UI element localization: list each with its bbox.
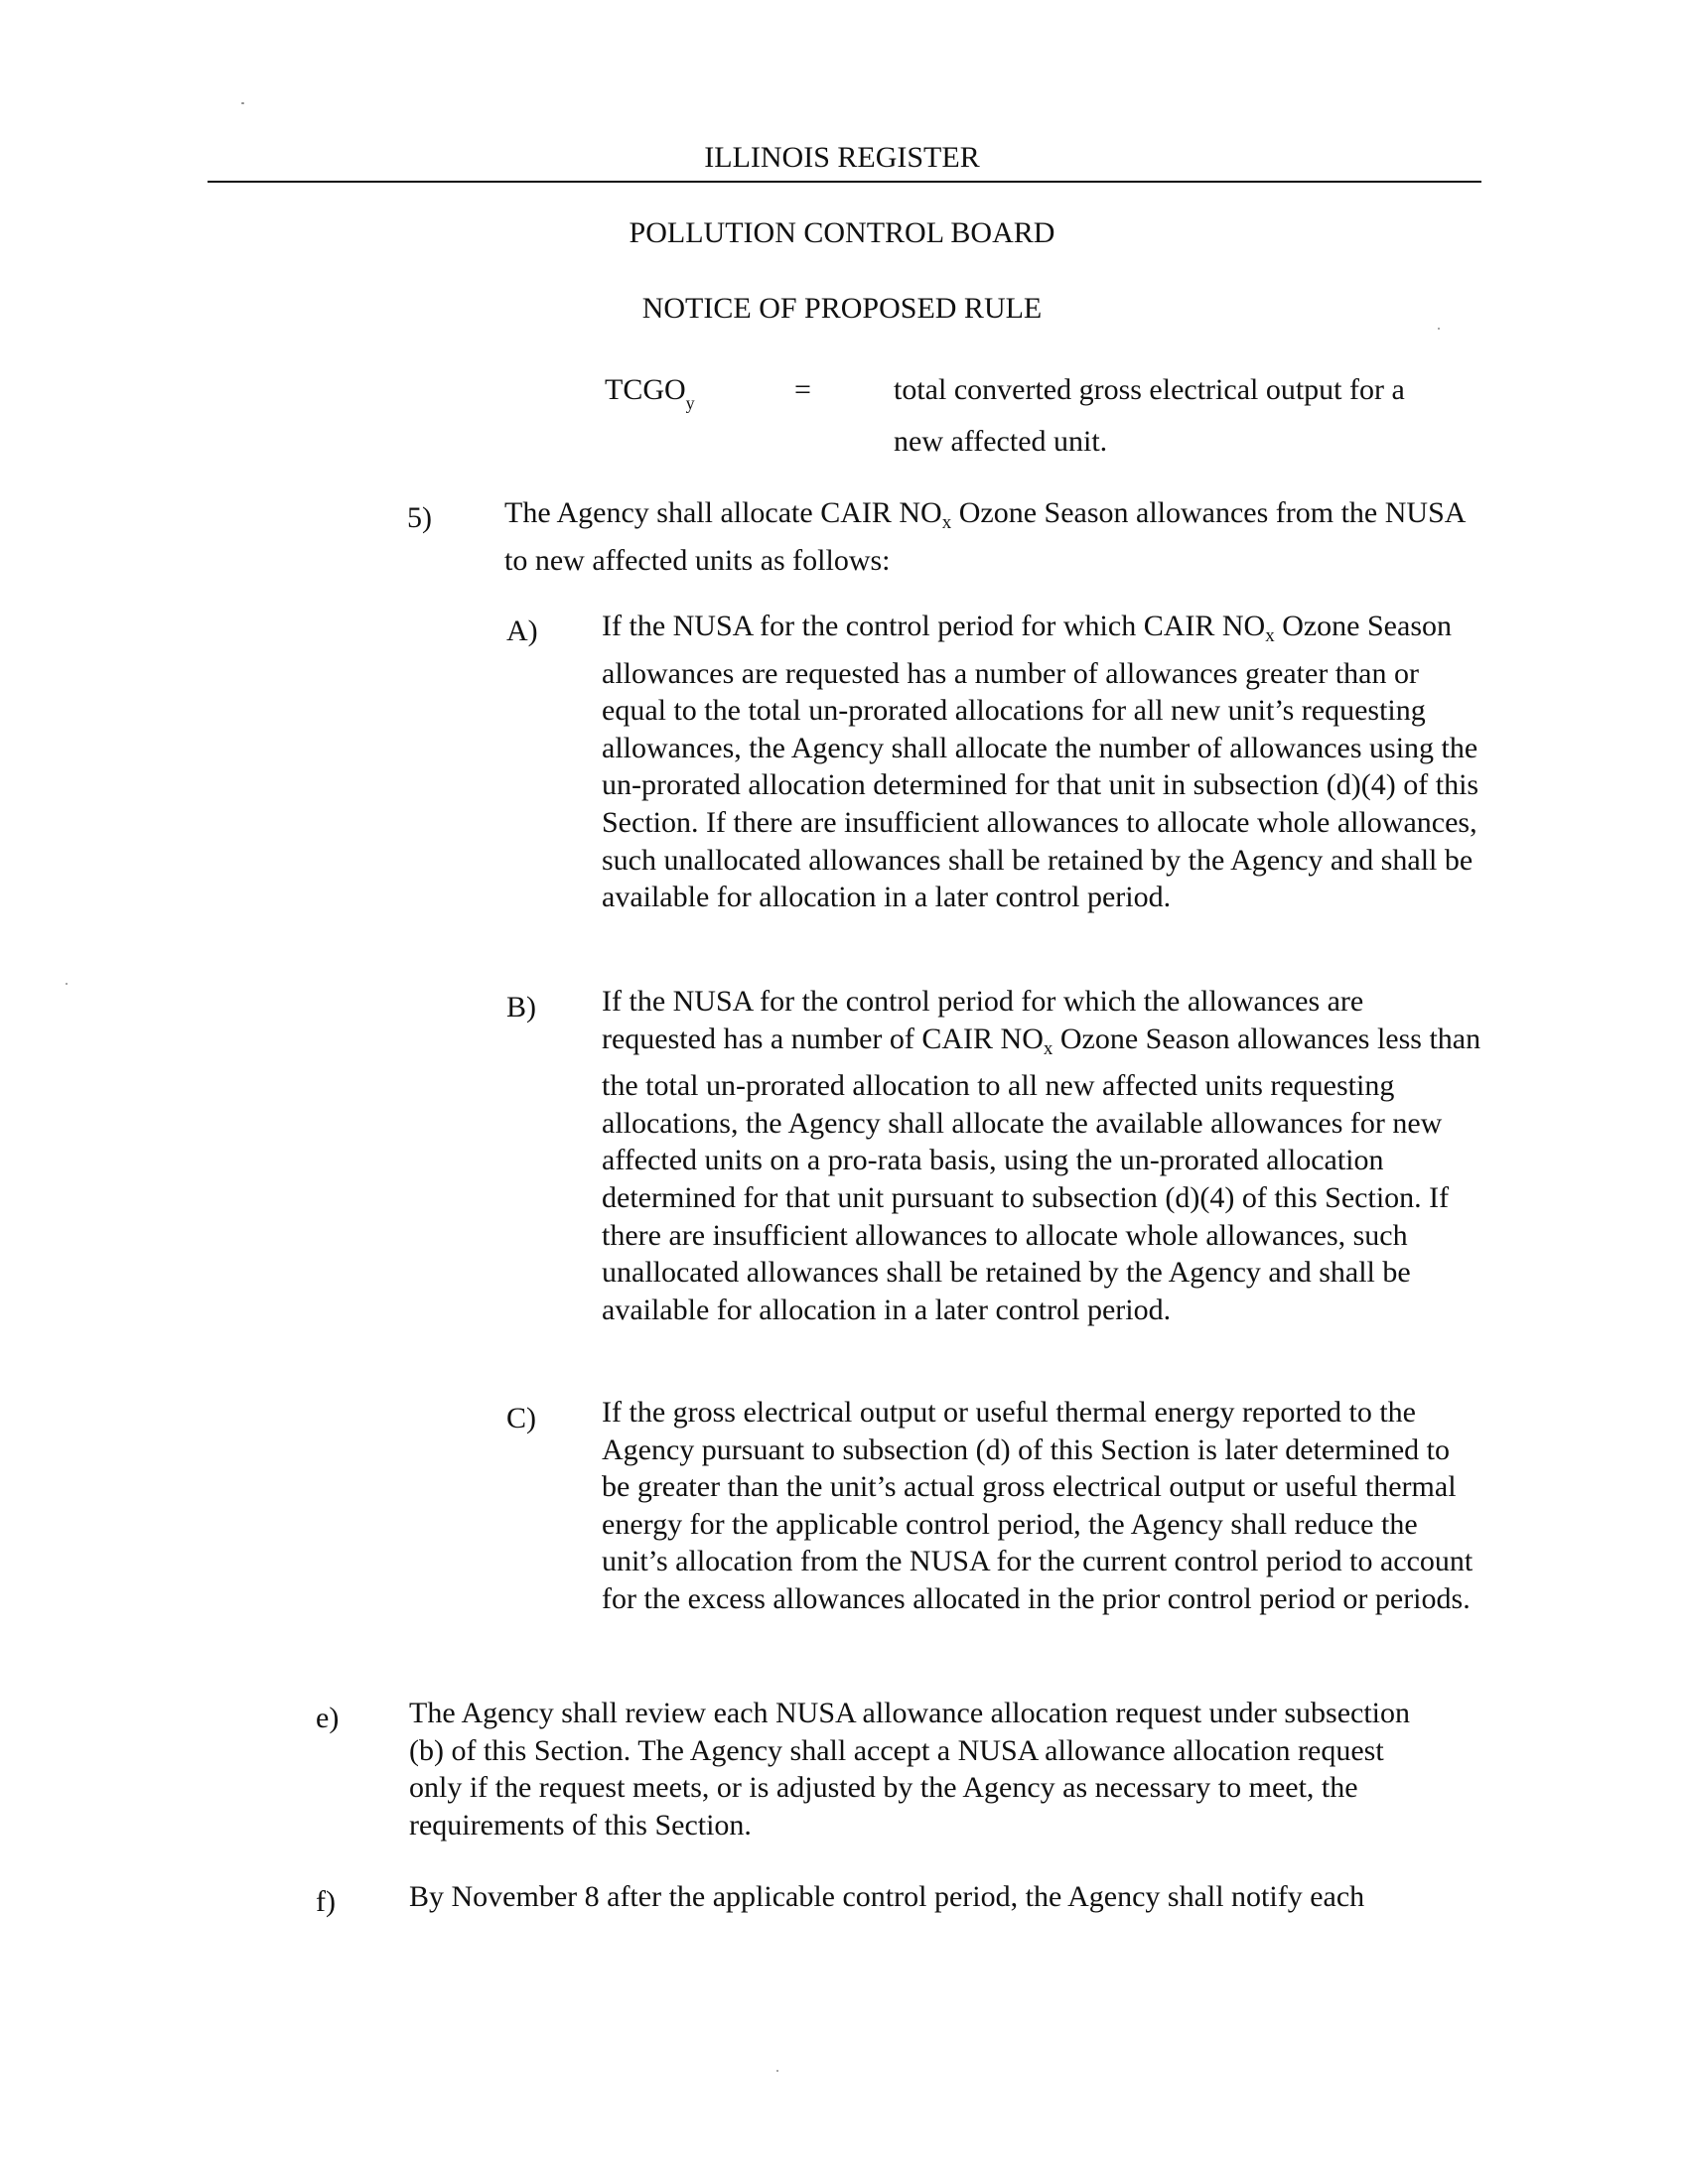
- scan-speck: [241, 102, 244, 104]
- board-title: POLLUTION CONTROL BOARD: [629, 216, 1055, 249]
- item-5-subscript: x: [941, 512, 952, 533]
- scan-speck: [66, 983, 68, 985]
- definition-text-line1: total converted gross electrical output for a: [894, 373, 1405, 406]
- item-c-label: C): [506, 1402, 536, 1434]
- item-a-subscript: x: [1265, 625, 1275, 646]
- definition-term: [605, 371, 695, 422]
- item-b-subscript: x: [1043, 1037, 1053, 1059]
- item-e-text: The Agency shall review each NUSA allowance allocation request under subsection (b) of this Section. The Agency shall accept a NUSA allowance allocation request only if the request meets, or is adjusted by the Agency as necessary to meet, the requirements of this Section.: [409, 1697, 1411, 1842]
- definition-text-line2: new affected unit.: [894, 425, 1108, 458]
- item-a-text: [602, 608, 1483, 916]
- notice-title: NOTICE OF PROPOSED RULE: [641, 292, 1043, 325]
- item-5-label: 5): [407, 501, 432, 534]
- scan-speck: [1438, 328, 1440, 330]
- definition-term-subscript: y: [685, 393, 695, 413]
- item-f-text: By November 8 after the applicable control period, the Agency shall notify each: [409, 1880, 1365, 1913]
- item-b-label: B): [506, 991, 536, 1024]
- item-5-text-post: Ozone Season allowances from the NUSA to new affected units as follows:: [504, 496, 1465, 577]
- scan-speck: [776, 2070, 778, 2072]
- item-5-text: [504, 494, 1482, 579]
- item-c-text: If the gross electrical output or useful thermal energy reported to the Agency pursuant to subsection (d) of this Section is later determined to be greater than the unit’s actual gross electrical output or useful thermal energy for the applicable control period, the Agency shall reduce the unit’s allocation from the NUSA for the current control period to account for the excess allowances allocated in the prior control period or periods.: [602, 1396, 1474, 1615]
- item-b-text-post: Ozone Season allowances less than the total un-prorated allocation to all new affected units requesting allocations, the Agency shall allocate the available allowances for new affected units on a pro-rata basis, using the un-prorated allocation determined for that unit pursuant to subsection (d)(4) of this Section. If there are insufficient allowances to allocate whole allowances, such unallocated allowances shall be retained by the Agency and shall be available for allocation in a later control period.: [602, 1022, 1481, 1326]
- item-b-text: [602, 983, 1483, 1328]
- definition-text: [894, 364, 1489, 468]
- definition-term-text: TCGO: [605, 373, 686, 406]
- item-a-label: A): [506, 614, 538, 647]
- item-a-text-post: Ozone Season allowances are requested has a number of allowances greater than or equal to the total un-prorated allocations for all new unit’s requesting allowances, the Agency shall allocate the number of allowances using the un-prorated allocation determined for that unit in subsection (d)(4) of this Section. If there are insufficient allowances to allocate whole allowances, such unallocated allowances shall be retained by the Agency and shall be available for allocation in a later control period.: [602, 610, 1479, 914]
- item-b-text-pre: If the NUSA for the control period for which the allowances are requested has a number of CAIR NO: [602, 985, 1364, 1055]
- item-5-text-pre: The Agency shall allocate CAIR NO: [504, 496, 942, 529]
- definition-equals: =: [794, 373, 811, 406]
- header-rule: [208, 181, 1481, 183]
- item-f-label: f): [316, 1885, 336, 1918]
- item-a-text-pre: If the NUSA for the control period for which CAIR NO: [602, 610, 1266, 642]
- item-e-label: e): [316, 1702, 340, 1734]
- register-title: ILLINOIS REGISTER: [704, 141, 980, 174]
